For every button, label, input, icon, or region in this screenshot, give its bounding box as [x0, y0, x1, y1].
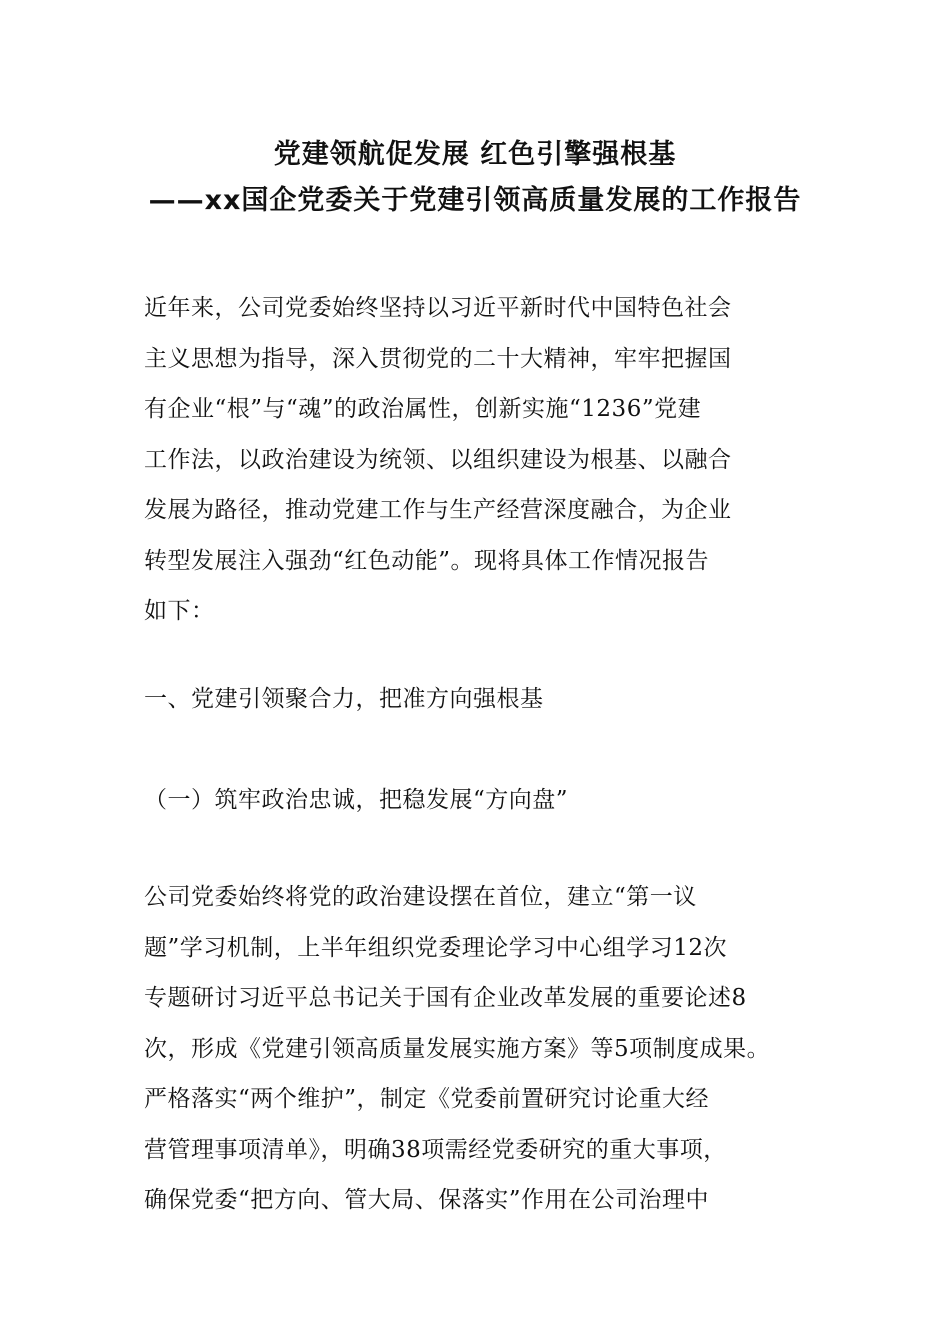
- paragraph-line: 转型发展注入强劲“红色动能”。现将具体工作情况报告: [144, 547, 710, 574]
- intro-paragraph: [144, 283, 816, 637]
- body-paragraph: [144, 872, 816, 1226]
- paragraph-line: 次，形成《党建引领高质量发展实施方案》等5项制度成果。: [144, 1035, 771, 1062]
- paragraph-line: 近年来，公司党委始终坚持以习近平新时代中国特色社会: [144, 295, 732, 321]
- paragraph-line: 确保党委“把方向、管大局、保落实”作用在公司治理中: [144, 1187, 710, 1213]
- paragraph-line: 工作法，以政治建设为统领、以组织建设为根基、以融合: [144, 446, 732, 473]
- subsection-heading: （一）筑牢政治忠诚，把稳发展“方向盘”: [144, 787, 569, 813]
- paragraph-line: 如下：: [144, 598, 215, 624]
- section-heading: 一、党建引领聚合力，把准方向强根基: [144, 686, 544, 712]
- paragraph-line: 有企业“根”与“魂”的政治属性，创新实施“1236”党建: [144, 396, 702, 422]
- document-subtitle: ——xx国企党委关于党建引领高质量发展的工作报告: [148, 185, 802, 216]
- paragraph-line: 题”学习机制，上半年组织党委理论学习中心组学习12次: [144, 934, 728, 961]
- paragraph-line: 专题研讨习近平总书记关于国有企业改革发展的重要论述8: [144, 985, 747, 1011]
- paragraph-line: 主义思想为指导，深入贯彻党的二十大精神，牢牢把握国: [144, 345, 732, 372]
- paragraph-line: 营管理事项清单》，明确38项需经党委研究的重大事项，: [144, 1136, 727, 1163]
- paragraph-line: 发展为路径，推动党建工作与生产经营深度融合，为企业: [144, 497, 732, 523]
- paragraph-line: 公司党委始终将党的政治建设摆在首位，建立“第一议: [144, 884, 697, 910]
- paragraph-line: 严格落实“两个维护”，制定《党委前置研究讨论重大经: [144, 1086, 710, 1112]
- document-title: 党建领航促发展 红色引擎强根基: [273, 139, 677, 170]
